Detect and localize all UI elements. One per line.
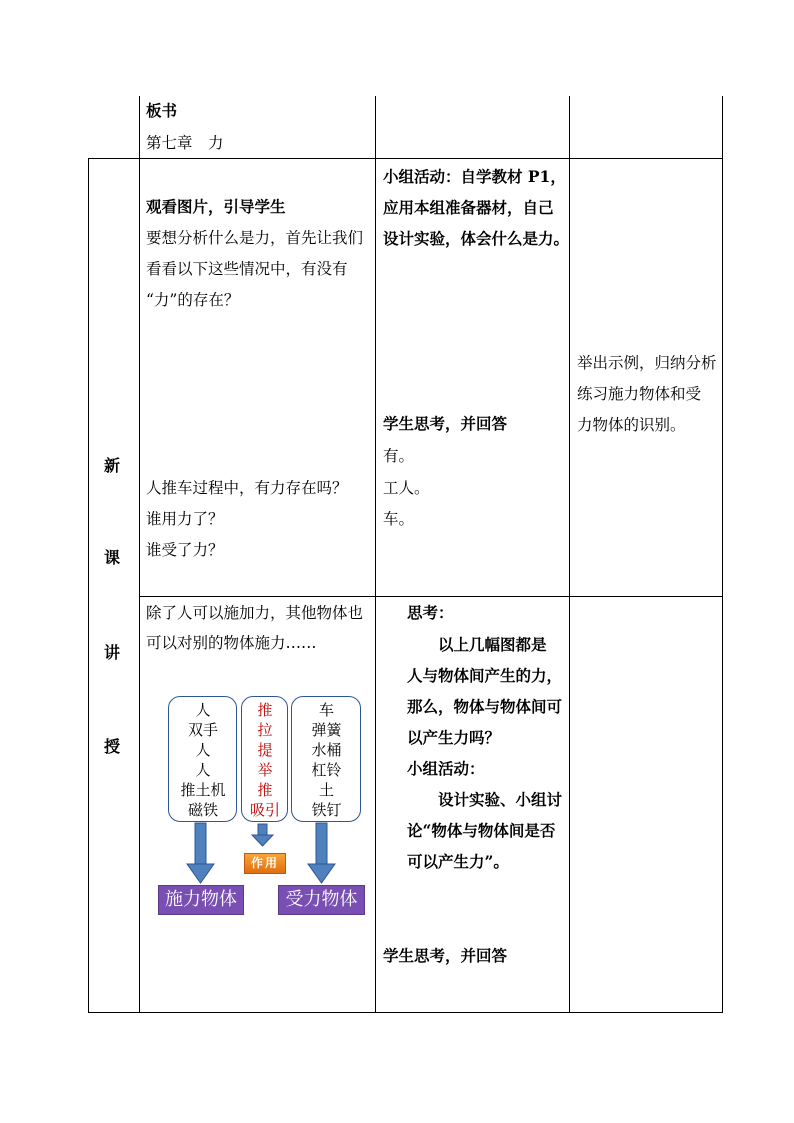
section-label-char-3: 讲 <box>104 643 121 662</box>
action-word: 举 <box>257 761 273 779</box>
receiving-object: 弹簧 <box>311 721 342 739</box>
row-divider-2b <box>139 596 375 597</box>
activity-line-b: 论“物体与物体间是否 <box>407 821 556 840</box>
intro-line-3: “力”的存在？ <box>146 291 240 309</box>
actions-list <box>241 700 289 820</box>
table-border-right <box>722 96 723 1013</box>
activity-line-c: 可以产生力”。 <box>407 852 509 871</box>
exerting-object-label: 施力物体 <box>158 885 244 915</box>
exerting-object: 推土机 <box>180 781 226 799</box>
think-line-4: 以产生力吗？ <box>407 728 501 747</box>
design-note-line-3: 力物体的识别。 <box>577 416 686 434</box>
action-word: 拉 <box>257 721 273 739</box>
board-label: 板书 <box>146 101 178 120</box>
table-border-bottom <box>88 1012 723 1013</box>
answer-2: 工人。 <box>383 479 430 497</box>
design-note-line-1: 举出示例，归纳分析 <box>577 354 717 372</box>
question-3: 谁受了力？ <box>146 541 224 559</box>
other-objects-line-1: 除了人可以施加力，其他物体也 <box>146 604 364 622</box>
receiving-object: 水桶 <box>311 741 342 759</box>
exerting-object: 双手 <box>187 721 218 739</box>
receiving-object: 杠铃 <box>311 761 342 779</box>
exerting-object: 磁铁 <box>187 801 218 819</box>
student-answer-label: 学生思考，并回答 <box>383 946 508 965</box>
activity-line-2: 应用本组准备器材，自己 <box>383 198 554 217</box>
exerting-object: 人 <box>195 701 211 719</box>
receiving-object: 土 <box>318 781 334 799</box>
row-divider-1 <box>88 158 723 159</box>
guide-heading: 观看图片，引导学生 <box>146 197 286 216</box>
design-note-line-2: 练习施力物体和受 <box>577 385 702 403</box>
section-label-char-4: 授 <box>104 737 121 756</box>
chapter-title: 第七章 力 <box>146 134 224 152</box>
intro-line-1: 要想分析什么是力，首先让我们 <box>146 229 364 247</box>
receiving-object: 铁钉 <box>311 801 342 819</box>
think-line-2: 人与物体间产生的力， <box>407 666 563 685</box>
answer-3: 车。 <box>383 510 415 528</box>
exerting-object: 人 <box>195 761 211 779</box>
exerting-objects-list <box>168 700 238 820</box>
question-1: 人推车过程中，有力存在吗？ <box>146 479 348 497</box>
col-divider-3 <box>569 96 570 1013</box>
activity-line-3: 设计实验，体会什么是力。 <box>383 229 570 248</box>
activity-line-1: 小组活动：自学教材 P1， <box>383 167 566 186</box>
interaction-badge: 作用 <box>244 853 286 874</box>
group-activity-label: 小组活动： <box>407 759 485 778</box>
down-arrow-icon <box>187 823 214 883</box>
think-label: 思考： <box>407 603 454 622</box>
action-word: 吸引 <box>249 801 280 819</box>
row-divider-2 <box>375 596 723 597</box>
think-line-3: 那么，物体与物体间可 <box>407 697 563 716</box>
question-2: 谁用力了？ <box>146 510 224 528</box>
section-label-char-2: 课 <box>104 548 121 567</box>
student-think-label: 学生思考，并回答 <box>383 414 508 433</box>
col-divider-1 <box>139 96 140 1013</box>
answer-1: 有。 <box>383 447 415 465</box>
table-border-left <box>88 158 89 1013</box>
receiving-object: 车 <box>318 701 334 719</box>
action-word: 提 <box>257 741 273 759</box>
intro-line-2: 看看以下这些情况中，有没有 <box>146 260 348 278</box>
other-objects-line-2: 可以对别的物体施力…… <box>146 634 317 652</box>
down-arrow-icon <box>308 823 335 883</box>
down-arrow-icon <box>252 824 273 846</box>
receiving-object-label: 受力物体 <box>278 885 365 915</box>
action-word: 推 <box>257 701 273 719</box>
think-line-1: 以上几幅图都是 <box>438 635 547 654</box>
exerting-object: 人 <box>195 741 211 759</box>
receiving-objects-list <box>291 700 362 820</box>
section-label-char-1: 新 <box>104 456 121 475</box>
action-word: 推 <box>257 781 273 799</box>
activity-line-a: 设计实验、小组讨 <box>438 790 563 809</box>
